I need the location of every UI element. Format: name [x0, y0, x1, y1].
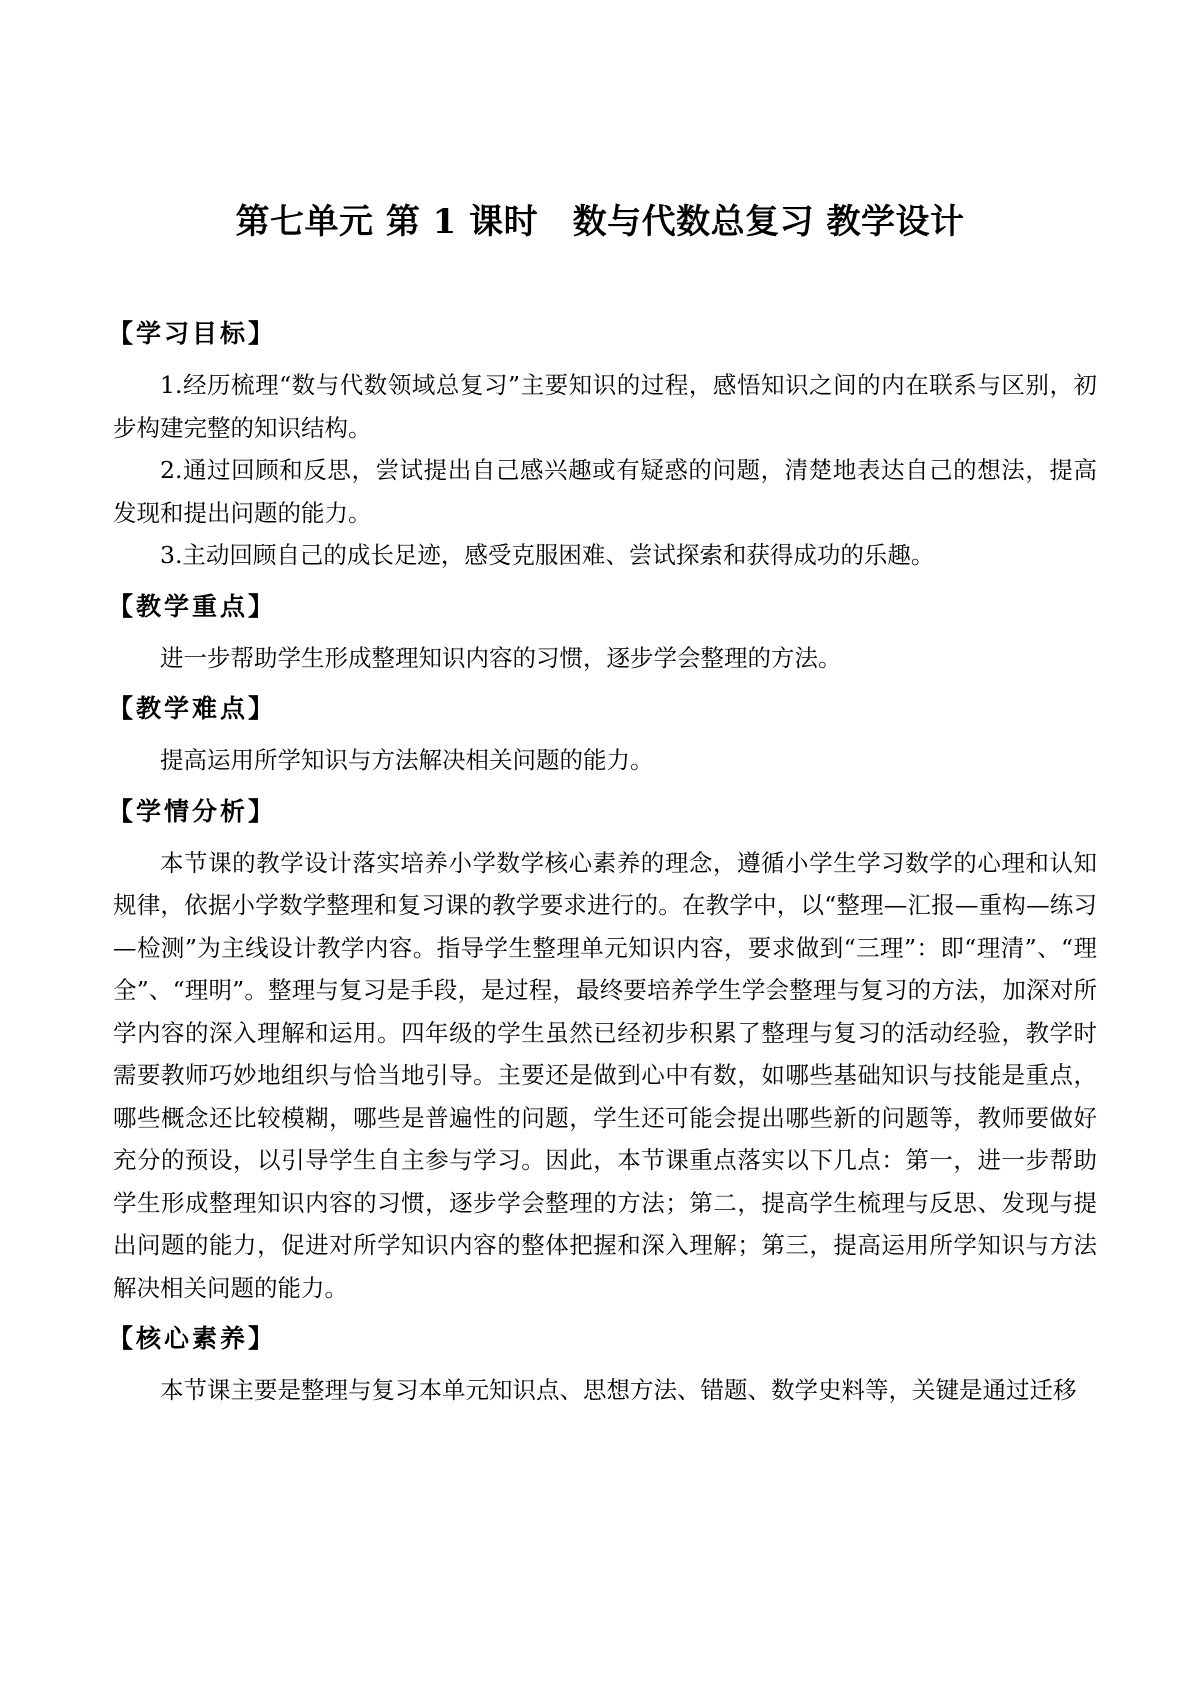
- goal-item-3: 3.主动回顾自己的成长足迹，感受克服困难、尝试探索和获得成功的乐趣。: [160, 541, 935, 569]
- section-teaching-focus: [108, 588, 1097, 680]
- section-learning-goals: [108, 315, 1097, 577]
- section-paragraph: 本节课主要是整理与复习本单元知识点、思想方法、错题、数学史料等，关键是通过迁移: [160, 1376, 1077, 1404]
- section-heading: 【教学重点】: [108, 591, 277, 621]
- section-heading: 【学习目标】: [108, 319, 277, 348]
- section-paragraph: 进一步帮助学生形成整理知识内容的习惯，逐步学会整理的方法。: [160, 643, 842, 672]
- document-title: 第七单元 第 1 课时 数与代数总复习 教学设计: [235, 202, 965, 242]
- section-paragraph: 本节课的教学设计落实培养小学数学核心素养的理念，遵循小学生学习数学的心理和认知规律，依据小学数学整理和复习课的教学要求进行的。在教学中，以“整理—汇报—重构—练习—检测”为主线设计教学内容。指导学生整理单元知识内容，要求做到“三理”：即“理清”、“理全”、“理明”。整理与复习是手段，是过程，最终要培养学生学会整理与复习的方法，加深对所学内容的深入理解和运用。四年级的学生虽然已经初步积累了整理与复习的活动经验，教学时需要教师巧妙地组织与恰当地引导。主要还是做到心中有数，如哪些基础知识与技能是重点，哪些概念还比较模糊，哪些是普遍性的问题，学生还可能会提出哪些新的问题等，教师要做好充分的预设，以引导学生自主参与学习。因此，本节课重点落实以下几点：第一，进一步帮助学生形成整理知识内容的习惯，逐步学会整理的方法；第二，提高学生梳理与反思、发现与提出问题的能力，促进对所学知识内容的整体把握和深入理解；第三，提高运用所学知识与方法解决相关问题的能力。: [113, 848, 1097, 1302]
- goal-item-2: 2.通过回顾和反思，尝试提出自己感兴趣或有疑惑的问题，清楚地表达自己的想法，提高发现和提出问题的能力。: [113, 456, 1097, 527]
- section-paragraph: 提高运用所学知识与方法解决相关问题的能力。: [160, 746, 654, 774]
- goal-item-1: 1.经历梳理“数与代数领域总复习”主要知识的过程，感悟知识之间的内在联系与区别，初步构建完整的知识结构。: [113, 371, 1097, 442]
- section-core-literacy: [108, 1320, 1097, 1412]
- document-body: [108, 315, 1097, 1412]
- section-learner-analysis: [108, 793, 1097, 1310]
- section-heading: 【教学难点】: [108, 694, 277, 723]
- section-heading: 【核心素养】: [108, 1324, 277, 1353]
- section-teaching-difficulty: [108, 690, 1097, 782]
- section-heading: 【学情分析】: [108, 796, 277, 826]
